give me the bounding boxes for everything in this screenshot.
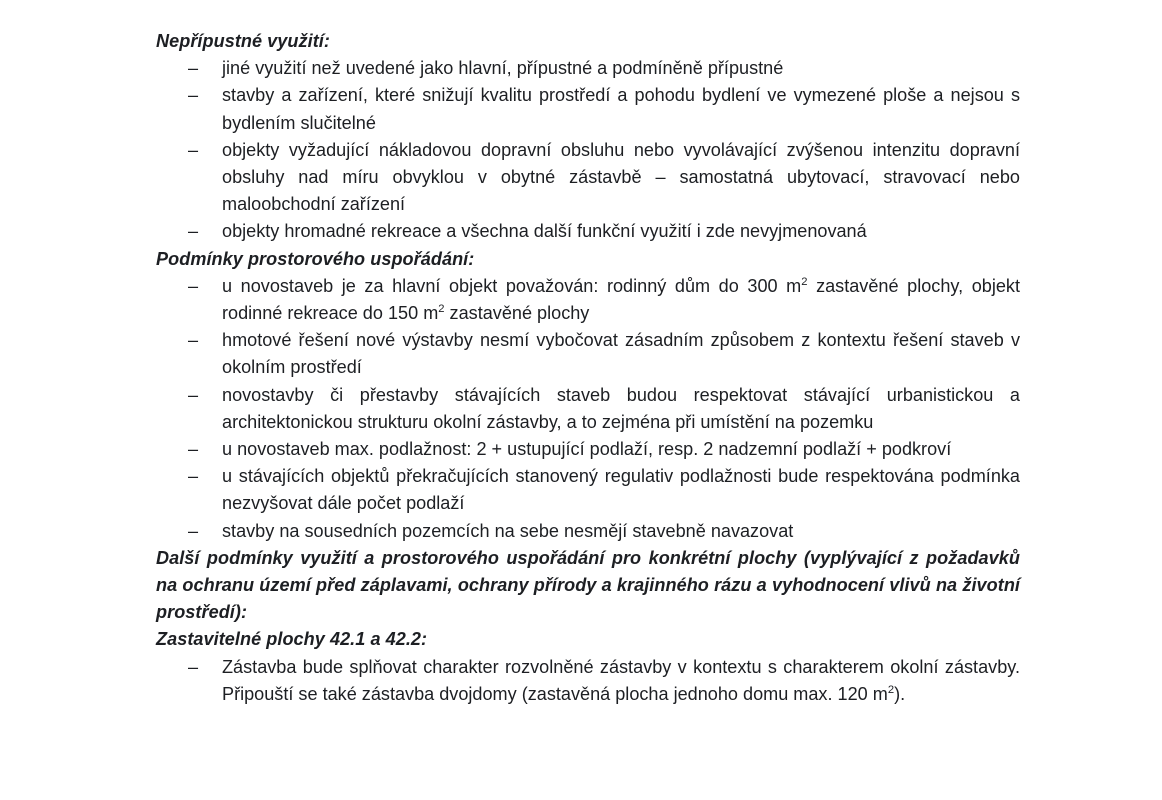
bullet-dash-icon: – (188, 466, 199, 487)
superscript-two: 2 (887, 683, 895, 696)
section-heading-zastavitelne-plochy: Zastavitelné plochy 42.1 a 42.2: (156, 629, 428, 650)
section-heading-nepripustne-vyuziti: Nepřípustné využití: (156, 31, 330, 51)
list-item-text: hmotové řešení nové výstavby nesmí vybočovat zásadním způsobem z kontextu řešení staveb v okolním prostředí (222, 330, 1020, 378)
bullet-dash-icon: – (188, 384, 199, 405)
unit-square-meters: $m^2$ (872, 683, 895, 704)
section-heading-dalsi-podminky: Další podmínky využití a prostorového uspořádání pro konkrétní plochy (vyplývající z požadavků na ochranu území před záplavami, ochrany přírody a krajinného rázu a vyhodnocení vlivů na životní prostředí): (156, 547, 1020, 623)
bullet-dash-icon: – (188, 139, 199, 160)
list-item (156, 55, 1020, 82)
list-item (156, 382, 1020, 436)
list-item (156, 436, 1020, 463)
bullet-list-nepripustne-vyuziti (156, 55, 1020, 245)
list-item-text: u novostaveb max. podlažnost: 2 + ustupující podlaží, resp. 2 nadzemní podlaží + podkroví (222, 439, 952, 460)
bullet-dash-icon: – (188, 275, 199, 296)
list-item-text: objekty hromadné rekreace a všechna další funkční využití i zde nevyjmenovaná (222, 221, 867, 242)
unit-square-meters: $m^2$ (786, 275, 808, 296)
bullet-dash-icon: – (188, 656, 199, 677)
list-item-text: Zástavba bude splňovat charakter rozvolněné zástavby v kontextu s charakterem okolní zástavby. Připouští se také zástavba dvojdomy (zastavěná plocha jednoho domu max. 120 $m^2$). (222, 656, 1020, 704)
list-item (156, 463, 1020, 517)
unit-square-meters: $m^2$ (423, 303, 445, 324)
list-item (156, 273, 1020, 327)
superscript-two: 2 (438, 303, 445, 315)
list-item (156, 82, 1020, 136)
bullet-dash-icon: – (188, 85, 199, 106)
list-item-text: stavby a zařízení, které snižují kvalitu prostředí a pohodu bydlení ve vymezené ploše a nejsou s bydlením slučitelné (222, 85, 1020, 133)
bullet-dash-icon: – (188, 520, 199, 541)
bullet-dash-icon: – (188, 330, 199, 351)
list-item-text: stavby na sousedních pozemcích na sebe nesmějí stavebně navazovat (222, 520, 794, 541)
list-item (156, 218, 1020, 245)
bullet-dash-icon: – (188, 439, 199, 460)
list-item-text: jiné využití než uvedené jako hlavní, přípustné a podmíněně přípustné (222, 58, 784, 79)
section-heading-podminky-prostoroveho-usporadani: Podmínky prostorového uspořádání: (156, 248, 475, 269)
list-item-text: novostavby či přestavby stávajících staveb budou respektovat stávající urbanistickou a architektonickou strukturu okolní zástavby, a to zejména při umístění na pozemku (222, 384, 1020, 432)
list-item (156, 654, 1020, 708)
list-item-text: u novostaveb je za hlavní objekt považován: rodinný dům do 300 $m^2$ zastavěné plochy, objekt rodinné rekreace do 150 $m^2$ zastavěné plochy (222, 275, 1020, 324)
document-text-column (156, 28, 1020, 708)
list-item-text: u stávajících objektů překračujících stanovený regulativ podlažnosti bude respektována podmínka nezvyšovat dále počet podlaží (222, 466, 1020, 514)
list-item (156, 137, 1020, 219)
list-item-text: objekty vyžadující nákladovou dopravní obsluhu nebo vyvolávající zvýšenou intenzitu dopravní obsluhy nad míru obvyklou v obytné zástavbě – samostatná ubytovací, stravovací nebo maloobchodní zařízení (222, 139, 1020, 215)
bullet-dash-icon: – (188, 58, 199, 79)
superscript-two: 2 (801, 275, 808, 288)
list-item (156, 518, 1020, 545)
bullet-list-podminky-prostoroveho-usporadani (156, 273, 1020, 545)
bullet-dash-icon: – (188, 221, 199, 242)
list-item (156, 327, 1020, 381)
bullet-list-zastavitelne-plochy (156, 654, 1020, 708)
